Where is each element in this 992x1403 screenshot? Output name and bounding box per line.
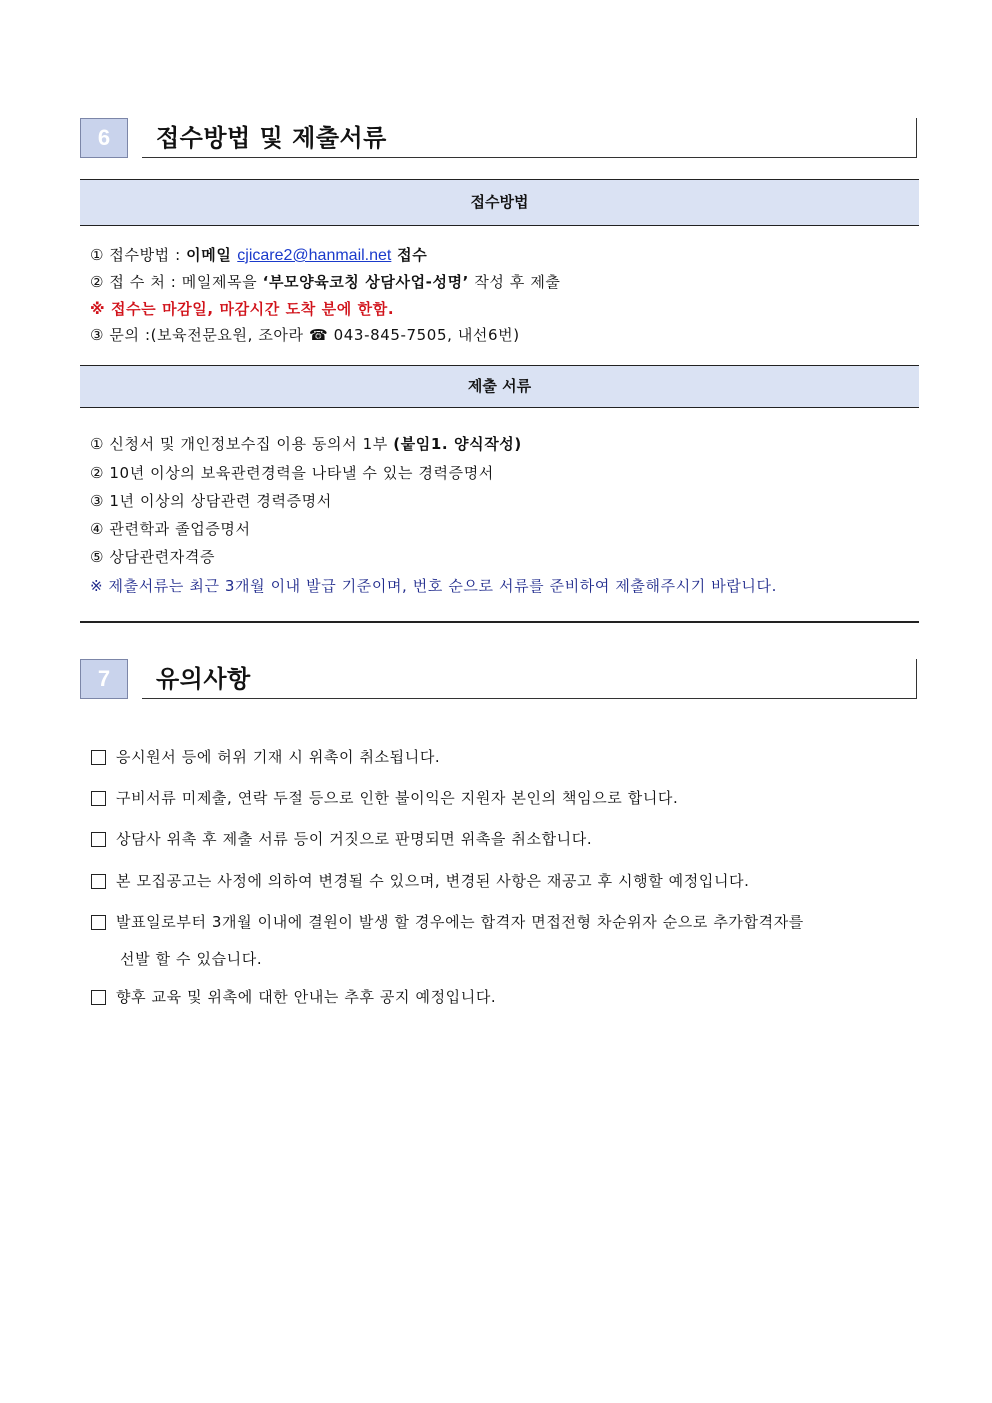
subject-format: ‘부모양육코칭 상담사업-성명’ (262, 273, 469, 291)
subject-label: ② 접 수 처 : 메일제목을 (90, 273, 263, 291)
contact-line: ③ 문의 :(보육전문요원, 조아라 ☎ 043-845-7505, 내선6번) (90, 326, 520, 344)
email-link[interactable]: cjicare2@hanmail.net (237, 247, 392, 264)
section-title: 접수방법 및 제출서류 (156, 124, 387, 152)
doc-item-4: ④ 관련학과 졸업증명서 (90, 520, 251, 538)
section-title: 유의사항 (156, 665, 251, 693)
method-line-2 (90, 272, 561, 292)
section-title-box (142, 118, 917, 158)
notice-text: 발표일로부터 3개월 이내에 결원이 발생 할 경우에는 합격자 면접전형 차순위자 순으로 추가합격자를 (116, 913, 804, 931)
section-divider (80, 621, 919, 623)
notice-text: 향후 교육 및 위촉에 대한 안내는 추후 공지 예정입니다. (116, 988, 497, 1006)
subject-suffix: 작성 후 제출 (468, 273, 561, 291)
checkbox[interactable] (91, 990, 106, 1005)
method-type: 이메일 (186, 246, 238, 264)
method-line-1 (90, 245, 427, 266)
doc-item-3: ③ 1년 이상의 상담관련 경력증명서 (90, 492, 332, 510)
notice-item-continued: 선발 할 수 있습니다. (120, 950, 263, 968)
deadline-notice: ※ 접수는 마감일, 마감시간 도착 분에 한함. (90, 300, 395, 318)
checkbox[interactable] (91, 915, 106, 930)
notice-item (91, 871, 750, 891)
section-6-heading (80, 118, 917, 160)
doc-item-5: ⑤ 상담관련자격증 (90, 548, 216, 566)
method-label: ① 접수방법 : (90, 246, 187, 264)
doc-item-note: (붙임1. 양식작성) (393, 435, 522, 453)
notice-text: 구비서류 미제출, 연락 두절 등으로 인한 불이익은 지원자 본인의 책임으로 합니다. (116, 789, 679, 807)
doc-item-2: ② 10년 이상의 보육관련경력을 나타낼 수 있는 경력증명서 (90, 464, 494, 482)
notice-text: 본 모집공고는 사정에 의하여 변경될 수 있으며, 변경된 사항은 재공고 후 시행할 예정입니다. (116, 872, 750, 890)
notice-text: 상담사 위촉 후 제출 서류 등이 거짓으로 판명되면 위촉을 취소합니다. (116, 830, 593, 848)
section-title-box (142, 659, 917, 699)
section-number: 6 (80, 118, 128, 158)
docs-header: 제출 서류 (80, 365, 919, 408)
notice-item (91, 829, 592, 849)
notice-item (91, 788, 678, 808)
notice-item (91, 987, 496, 1007)
checkbox[interactable] (91, 874, 106, 889)
notice-text: 응시원서 등에 허위 기재 시 위촉이 취소됩니다. (116, 748, 441, 766)
method-suffix: 접수 (391, 246, 428, 264)
notice-item (91, 747, 440, 767)
doc-item-1 (90, 434, 522, 454)
method-header: 접수방법 (80, 179, 919, 226)
checkbox[interactable] (91, 750, 106, 765)
checkbox[interactable] (91, 791, 106, 806)
notice-item (91, 912, 804, 932)
docs-notice: ※ 제출서류는 최근 3개월 이내 발급 기준이며, 번호 순으로 서류를 준비하여 제출해주시기 바랍니다. (90, 577, 777, 595)
checkbox[interactable] (91, 832, 106, 847)
section-number: 7 (80, 659, 128, 699)
doc-item-text: ① 신청서 및 개인정보수집 이용 동의서 1부 (90, 435, 394, 453)
section-7-heading (80, 659, 917, 701)
